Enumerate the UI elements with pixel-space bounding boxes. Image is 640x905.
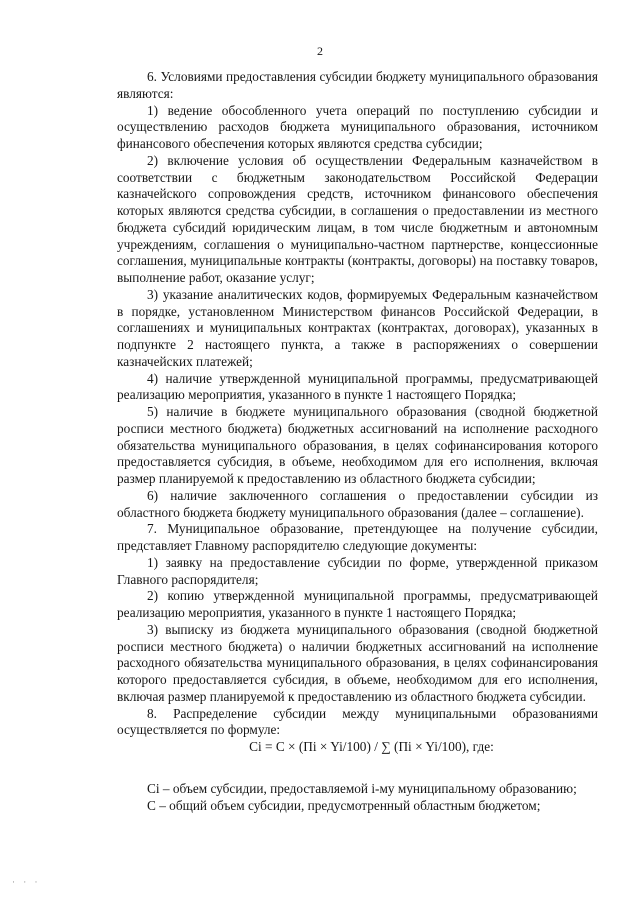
paragraph-6-2: 2) включение условия об осуществлении Федеральным казначейством в соответствии с бюджетным законодательством Российской Федерации казначейского сопровождения средств, источником финансового обеспечения которых являются средства субсидии, в соглашения о предоставлении из местного бюджета субсидий юридическим лицам, в том числе бюджетным и автономным учреждениям, соглашения о муниципально-частном партнерстве, концессионные соглашения, муниципальные контракты (контракты, договоры) на поставку товаров, выполнение работ, оказание услуг; <box>117 152 598 285</box>
formula <box>117 739 598 781</box>
definition-c: С – общий объем субсидии, предусмотренный областным бюджетом; <box>147 797 541 813</box>
definition-ci: Ci – объем субсидии, предоставляемой i-му муниципальному образованию; <box>147 781 577 796</box>
paragraph-7-1: 1) заявку на предоставление субсидии по форме, утвержденной приказом Главного распорядителя; <box>117 554 598 587</box>
paragraph-7-3: 3) выписку из бюджета муниципального образования (сводной бюджетной росписи местного бюджета) о наличии бюджетных ассигнований на исполнение расходного обязательства муниципального образования, в целях софинансирования которого предоставляется субсидия, в объеме, необходимом для его исполнения, включая размер планируемой к предоставлению из областного бюджета субсидии. <box>117 621 598 704</box>
page-number: 2 <box>317 44 323 58</box>
paragraph-6-6: 6) наличие заключенного соглашения о предоставлении субсидии из областного бюджета бюджету муниципального образования (далее – соглашение). <box>117 487 598 520</box>
scan-artifact: · · · <box>12 877 41 887</box>
paragraph-6-5: 5) наличие в бюджете муниципального образования (сводной бюджетной росписи местного бюджета) бюджетных ассигнований на исполнение расходного обязательства муниципального образования, в целях софинансирования которого предоставляется субсидия, в объеме, необходимом для его исполнения, включая размер планируемой к предоставлению из областного бюджета субсидии; <box>117 404 598 486</box>
paragraph-7-2: 2) копию утвержденной муниципальной программы, предусматривающей реализацию мероприятия, указанного в пункте 1 настоящего Порядка; <box>117 588 598 620</box>
document-body <box>117 69 598 815</box>
formula-text: Ci = C × (Пi × Yi/100) / ∑ (Пi × Yi/100), где: <box>249 739 494 754</box>
paragraph-6-1: 1) ведение обособленного учета операций по поступлению субсидии и осуществлению расходов бюджета муниципального образования, источником финансового обеспечения которых являются средства субсидии; <box>117 102 598 151</box>
paragraph-6-3: 3) указание аналитических кодов, формируемых Федеральным казначейством в порядке, установленном Министерством финансов Российской Федерации, в соглашениях и муниципальных контрактах (контрактах, договорах), указанных в подпункте 2 настоящего пункта, а также в распоряжениях о совершении казначейских платежей; <box>117 286 598 369</box>
definitions <box>117 781 598 815</box>
paragraph-6: 6. Условиями предоставления субсидии бюджету муниципального образования являются: <box>117 69 598 101</box>
paragraph-6-4: 4) наличие утвержденной муниципальной программы, предусматривающей реализацию мероприятия, указанного в пункте 1 настоящего Порядка; <box>117 370 598 403</box>
paragraph-8: 8. Распределение субсидии между муниципальными образованиями осуществляется по формуле: <box>117 705 598 738</box>
paragraph-7: 7. Муниципальное образование, претендующее на получение субсидии, представляет Главному распорядителю следующие документы: <box>117 521 598 553</box>
